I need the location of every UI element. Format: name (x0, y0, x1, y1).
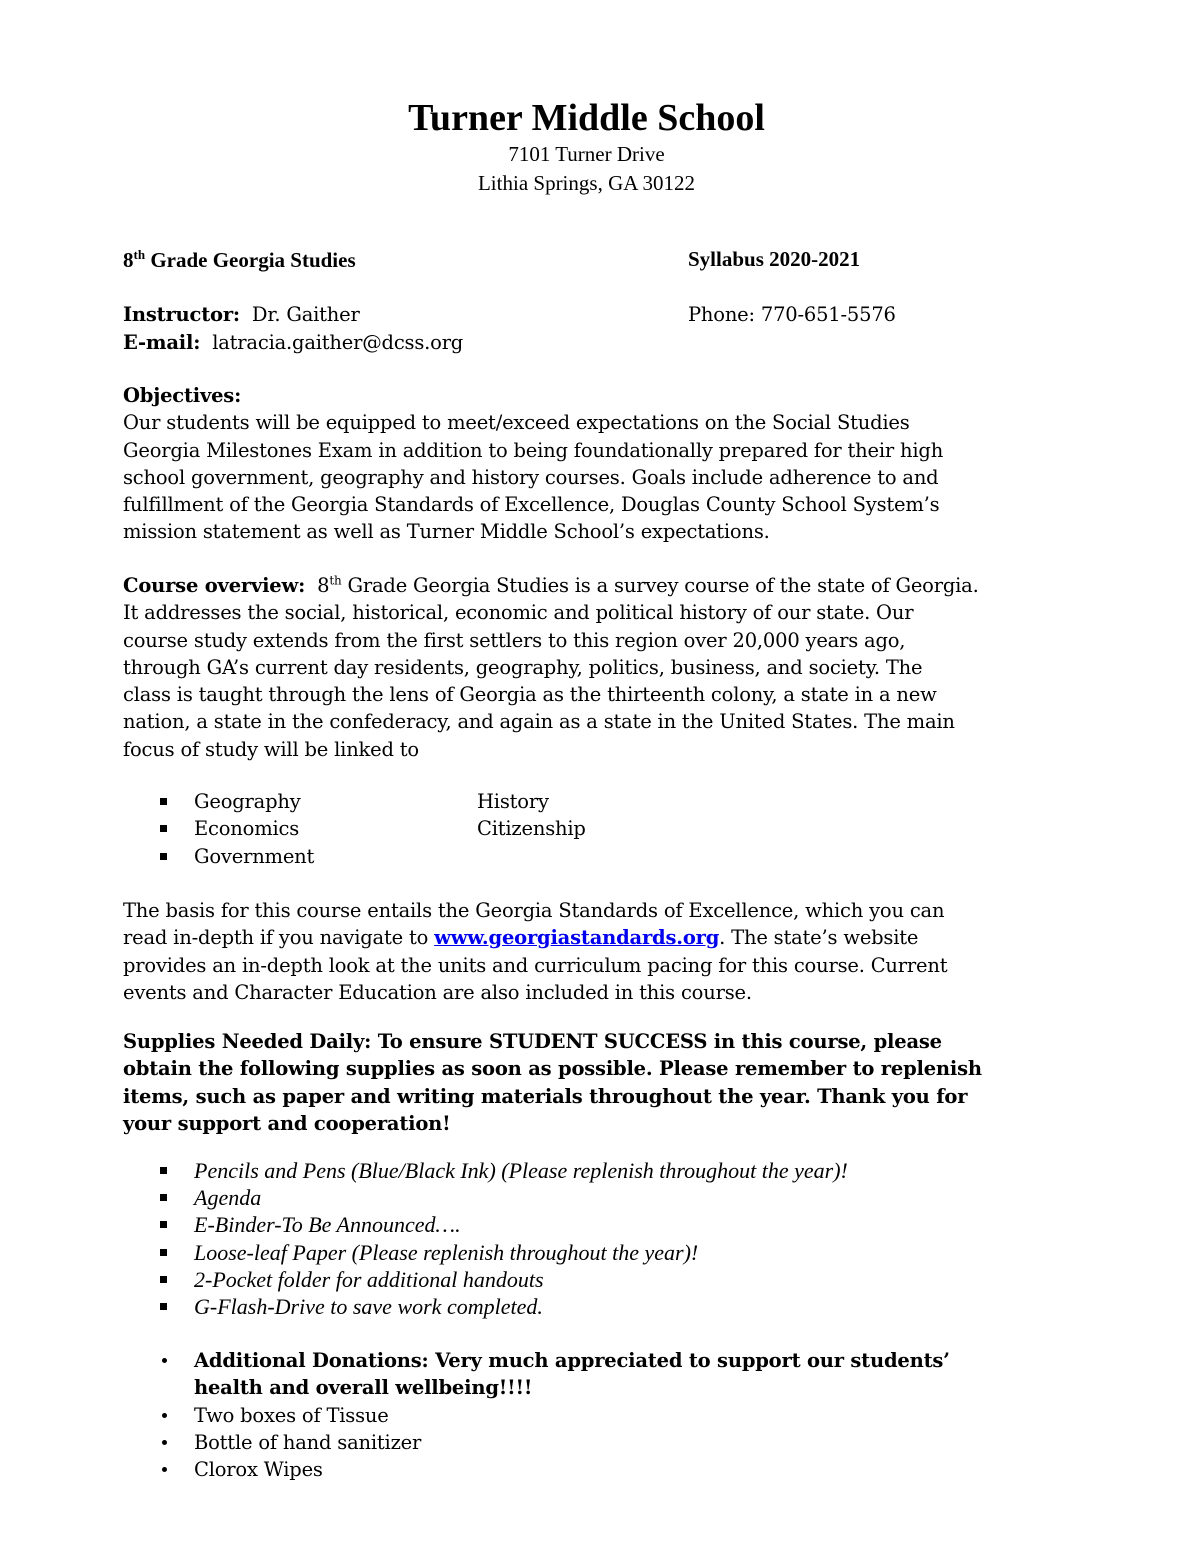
focus-areas-list (160, 788, 760, 870)
course-title: 8th Grade Georgia Studies (123, 247, 356, 272)
list-item: Clorox Wipes (160, 1456, 1060, 1483)
overview-line: It addresses the social, historical, economic and political history of our state. Our (123, 601, 914, 625)
supplies-heading: Supplies Needed Daily: To ensure STUDENT SUCCESS in this course, please obtain the following supplies as soon as possible. Please remember to replenish items, such as paper and writing materials throughout the year. Thank you for your support and cooperation! (123, 1030, 982, 1135)
objectives-line: Our students will be equipped to meet/exceed expectations on the Social Studies (123, 411, 910, 435)
instructor-line (123, 301, 1073, 329)
square-bullet-icon (160, 1249, 167, 1256)
address-line-1: 7101 Turner Drive (508, 142, 665, 166)
square-bullet-icon (160, 853, 167, 860)
standards-section: The basis for this course entails the Georgia Standards of Excellence, which you can read in-depth if you navigate to www.georgiastandards.org. The state’s website provides an in-depth look at the units and curriculum pacing for this course. Current events and Character Education are also included in this course. (123, 899, 948, 1004)
course-overview-section (123, 572, 1063, 763)
square-bullet-icon (160, 1194, 167, 1201)
objectives-section (123, 382, 1063, 546)
list-item: G-Flash-Drive to save work completed. (160, 1293, 1060, 1320)
address-line-2: Lithia Springs, GA 30122 (477, 171, 695, 195)
objectives-line: fulfillment of the Georgia Standards of Excellence, Douglas County School System’s (123, 493, 940, 517)
square-bullet-icon (160, 798, 167, 805)
overview-line: class is taught through the lens of Georgia as the thirteenth colony, a state in a new (123, 683, 937, 707)
round-bullet-icon (162, 1413, 167, 1418)
overview-line: through GA’s current day residents, geography, politics, business, and society. The (123, 655, 923, 679)
list-item: 2-Pocket folder for additional handouts (160, 1266, 1060, 1293)
georgia-standards-link[interactable]: www.georgiastandards.org (434, 926, 720, 950)
instructor-label: Instructor: (123, 303, 240, 326)
supplies-list (160, 1157, 1060, 1320)
square-bullet-icon (160, 825, 167, 832)
overview-line: nation, a state in the confederacy, and again as a state in the United States. The main (123, 710, 955, 734)
syllabus-year: Syllabus 2020-2021 (688, 247, 861, 271)
list-item: Loose-leaf Paper (Please replenish throughout the year)! (160, 1239, 1060, 1266)
objectives-line: mission statement as well as Turner Middle School’s expectations. (123, 520, 770, 544)
list-item: E-Binder-To Be Announced…. (160, 1211, 1060, 1238)
round-bullet-icon (162, 1440, 167, 1445)
square-bullet-icon (160, 1276, 167, 1283)
list-item: Bottle of hand sanitizer (160, 1429, 1060, 1456)
objectives-heading: Objectives: (123, 384, 242, 407)
course-title-row (123, 247, 1073, 273)
email-address: latracia.gaither@dcss.org (212, 331, 464, 354)
round-bullet-icon (162, 1467, 167, 1472)
email-label: E-mail: (123, 331, 201, 354)
square-bullet-icon (160, 1303, 167, 1310)
round-bullet-icon (162, 1358, 167, 1363)
list-item: Pencils and Pens (Blue/Black Ink) (Please replenish throughout the year)! (160, 1157, 1060, 1184)
overview-line: focus of study will be linked to (123, 737, 419, 761)
phone-number: Phone: 770-651-5576 (688, 303, 896, 326)
overview-first-line: Course overview: 8th Grade Georgia Studies is a survey course of the state of Georgia. (123, 573, 979, 597)
email-line (123, 329, 1073, 357)
instructor-name: Dr. Gaither (251, 303, 360, 326)
square-bullet-icon (160, 1221, 167, 1228)
overview-line: course study extends from the first settlers to this region over 20,000 years ago, (123, 628, 906, 652)
donations-list (160, 1347, 1060, 1483)
objectives-line: school government, geography and history courses. Goals include adherence to and (123, 465, 939, 489)
donations-heading: Additional Donations: Very much appreciated to support our students’ health and overall wellbeing!!!! (160, 1347, 1060, 1402)
letterhead (0, 96, 1173, 198)
list-item: Two boxes of Tissue (160, 1402, 1060, 1429)
contact-info (123, 301, 1073, 357)
list-item: Agenda (160, 1184, 1060, 1211)
overview-heading: Course overview: (123, 574, 306, 597)
list-item: Economics Citizenship (160, 815, 760, 842)
school-name: Turner Middle School (408, 97, 765, 139)
list-item: Geography History (160, 788, 760, 815)
square-bullet-icon (160, 1167, 167, 1174)
list-item: Government (160, 843, 760, 870)
objectives-line: Georgia Milestones Exam in addition to being foundationally prepared for their high (123, 438, 944, 462)
